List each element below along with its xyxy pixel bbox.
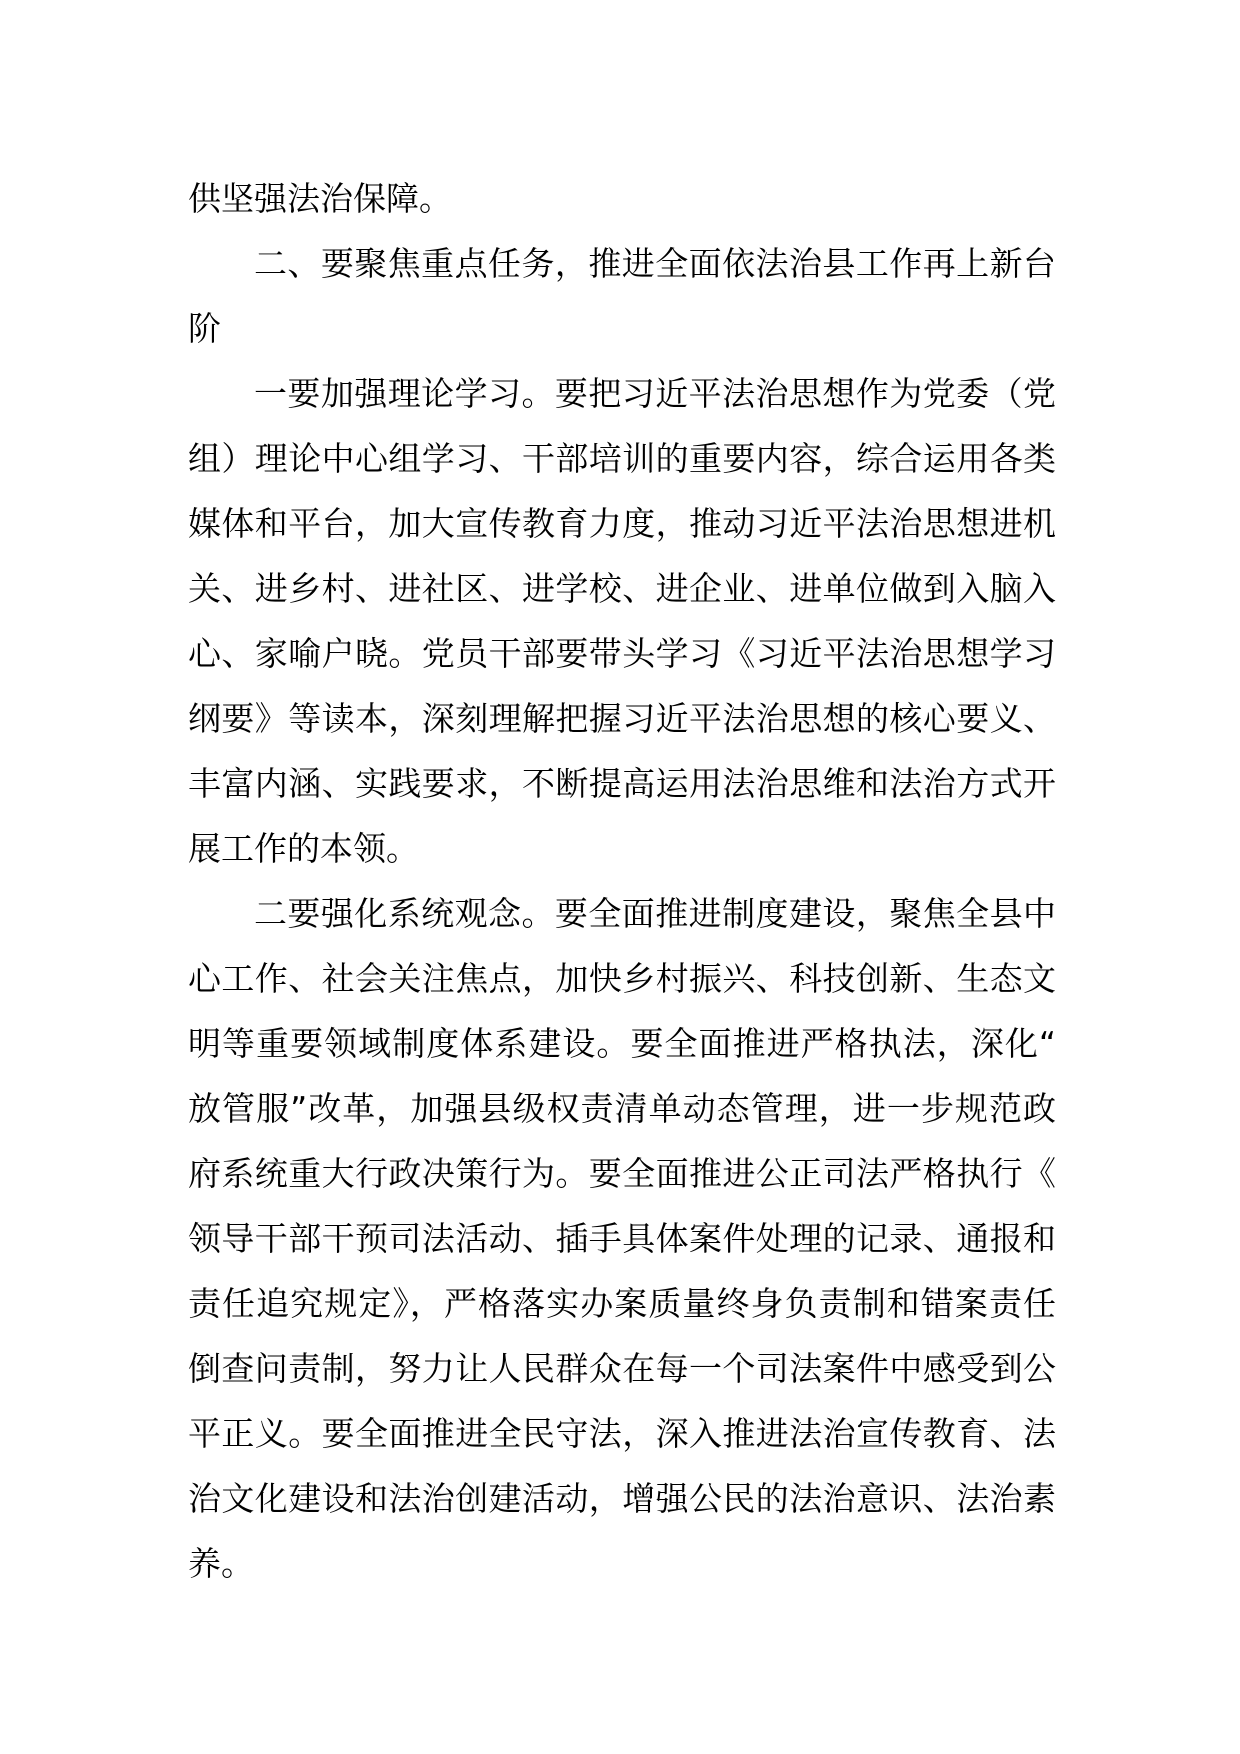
section-heading: 二、要聚焦重点任务，推进全面依法治县工作再上新台阶: [188, 244, 1056, 348]
paragraph-theory-study: 一要加强理论学习。要把习近平法治思想作为党委（党组）理论中心组学习、干部培训的重要内容，综合运用各类媒体和平台，加大宣传教育力度，推动习近平法治思想进机关、进乡村、进社区、进学校、进企业、进单位做到入脑入心、家喻户晓。党员干部要带头学习《习近平法治思想学习纲要》等读本，深刻理解把握习近平法治思想的核心要义、丰富内涵、实践要求，不断提高运用法治思维和法治方式开展工作的本领。: [188, 374, 1056, 868]
paragraph-continuation: 供坚强法治保障。: [188, 179, 452, 218]
document-body: [188, 166, 1056, 1596]
paragraph-system-concept: 二要强化系统观念。要全面推进制度建设，聚焦全县中心工作、社会关注焦点，加快乡村振兴、科技创新、生态文明等重要领域制度体系建设。要全面推进严格执法，深化“放管服”改革，加强县级权责清单动态管理，进一步规范政府系统重大行政决策行为。要全面推进公正司法严格执行《领导干部干预司法活动、插手具体案件处理的记录、通报和责任追究规定》，严格落实办案质量终身负责制和错案责任倒查问责制，努力让人民群众在每一个司法案件中感受到公平正义。要全面推进全民守法，深入推进法治宣传教育、法治文化建设和法治创建活动，增强公民的法治意识、法治素养。: [188, 894, 1056, 1583]
